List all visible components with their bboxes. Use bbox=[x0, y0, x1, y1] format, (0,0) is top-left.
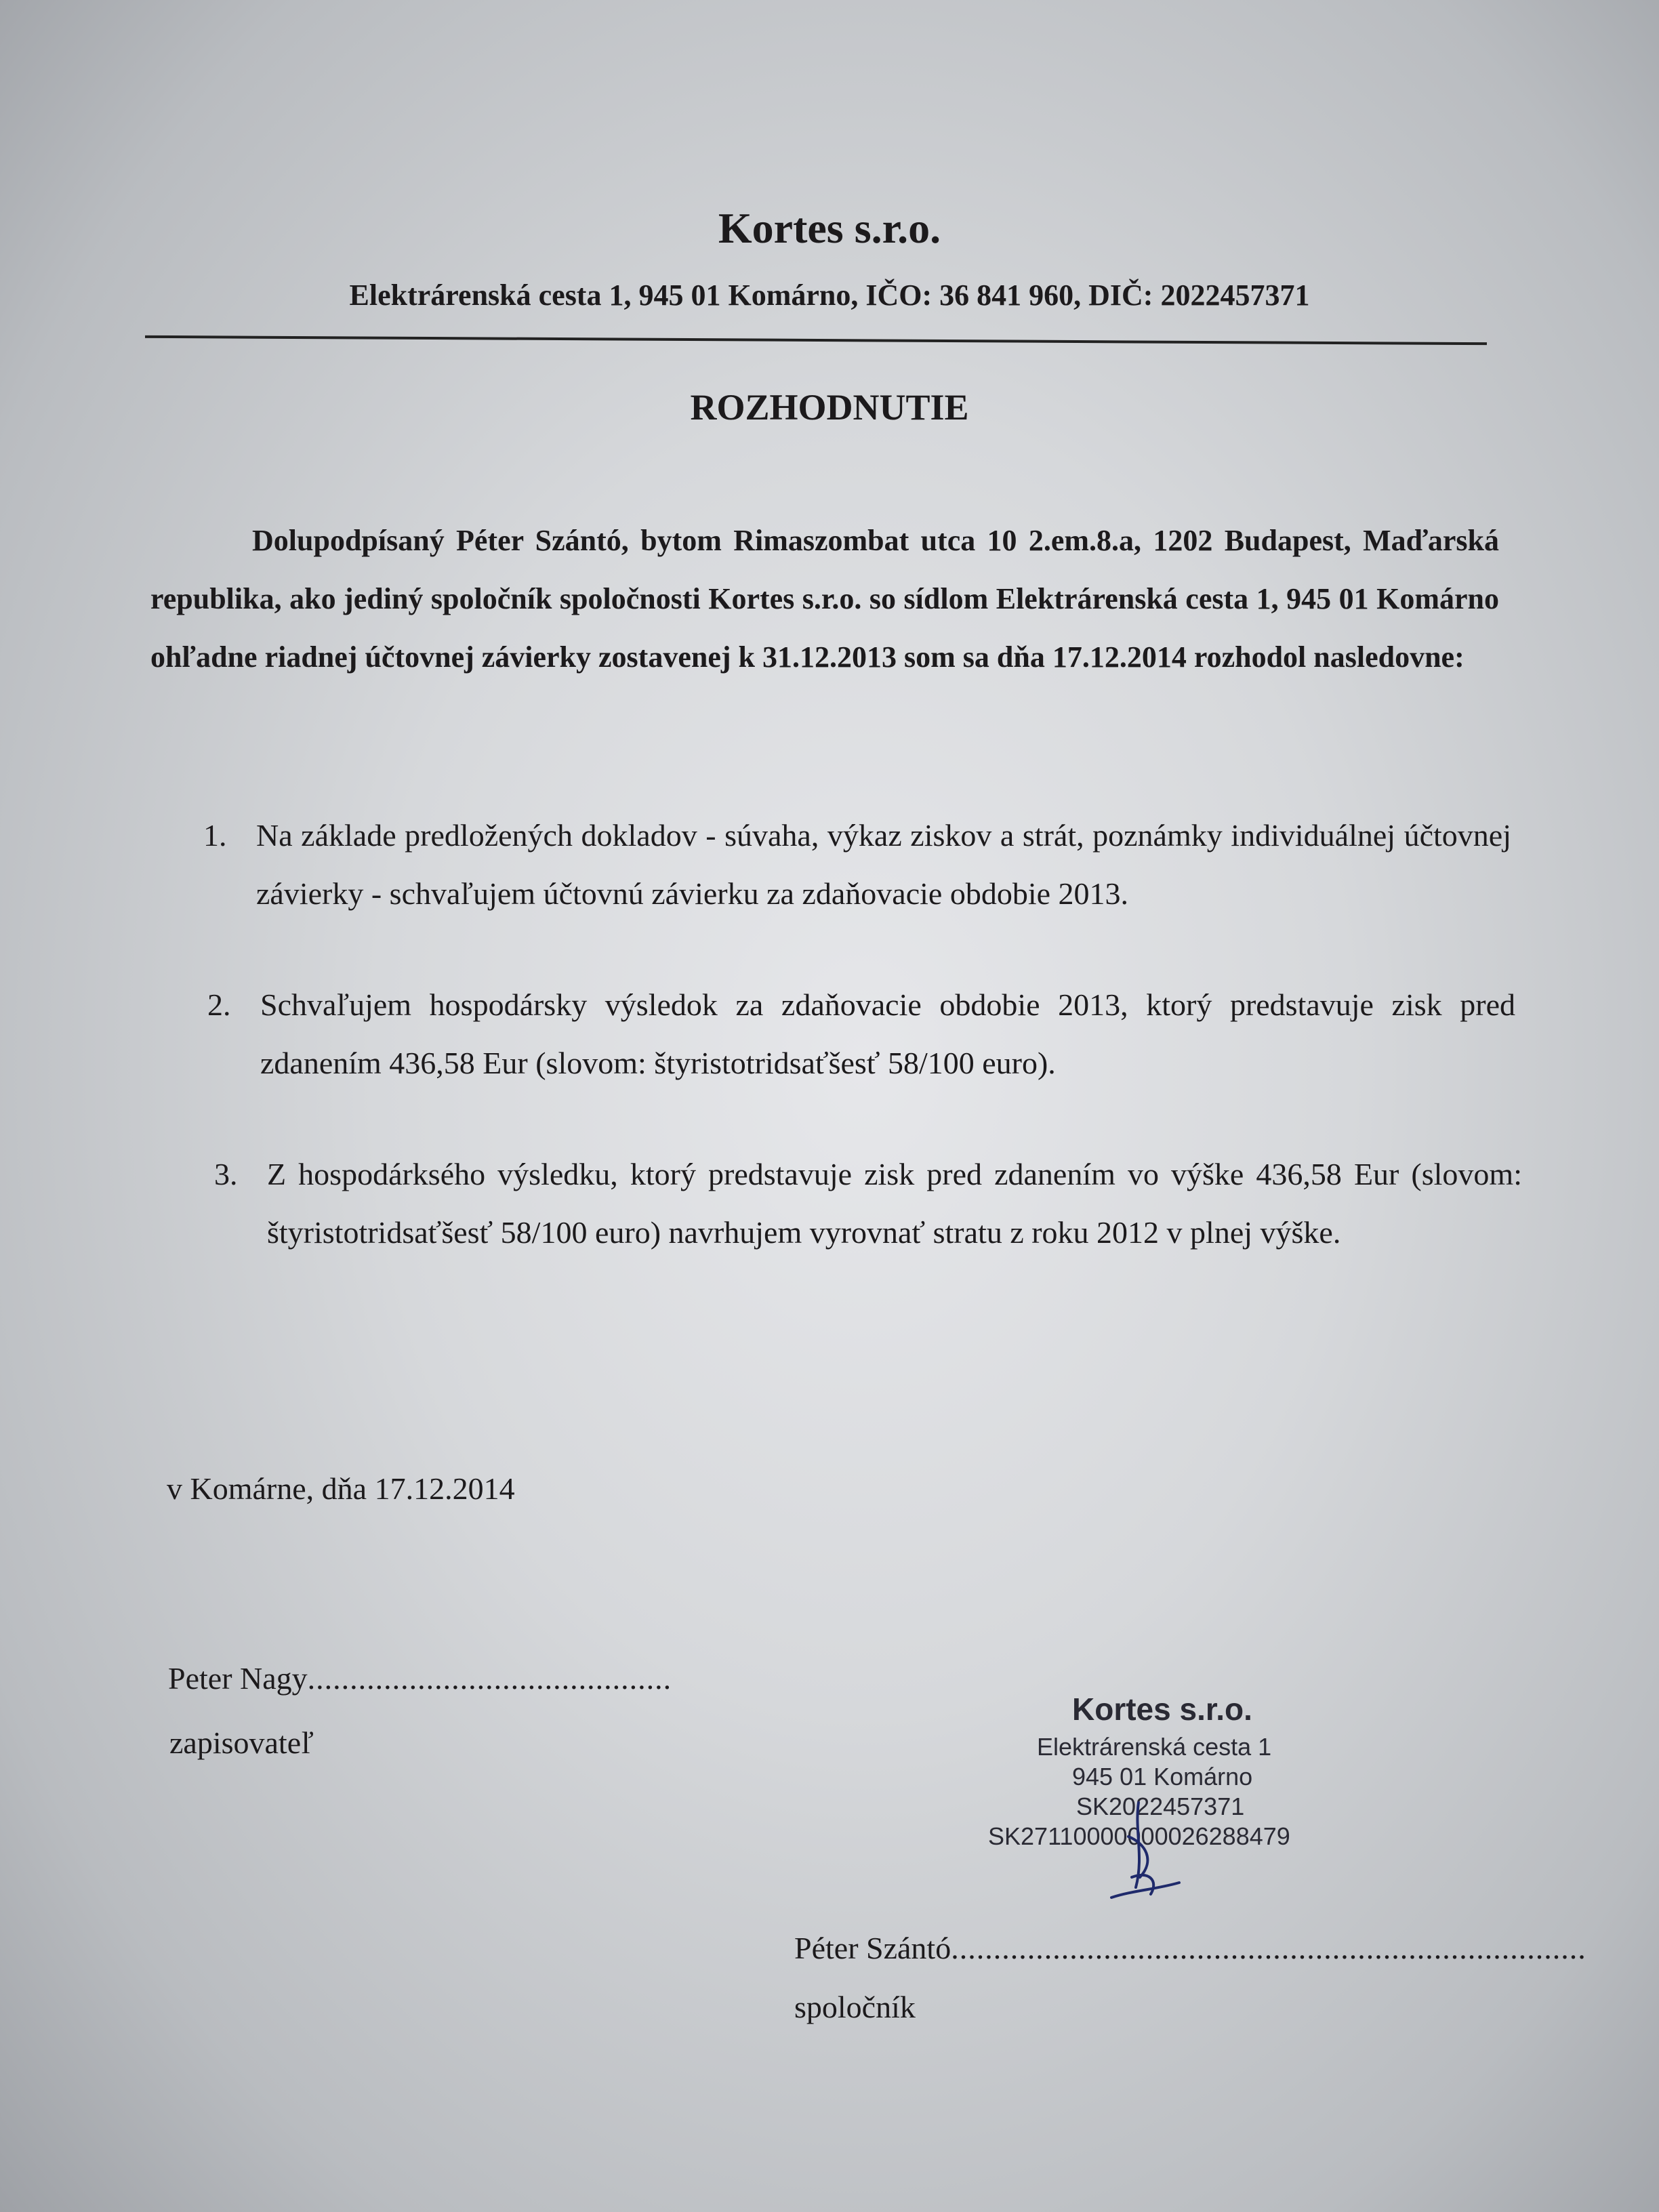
company-address: Elektrárenská cesta 1, 945 01 Komárno, IČO: 36 841 960, DIČ: 2022457371 bbox=[349, 279, 1310, 312]
document-title: ROZHODNUTIE bbox=[690, 387, 969, 428]
stamp-iban: SK27110000000026288479 bbox=[988, 1822, 1290, 1850]
stamp-tax-id: SK2022457371 bbox=[1076, 1793, 1245, 1820]
stamp-company-name: Kortes s.r.o. bbox=[1072, 1692, 1252, 1727]
partner-role: spoločník bbox=[794, 1990, 916, 2024]
header-divider bbox=[145, 335, 1487, 345]
recorder-role: zapisovateľ bbox=[169, 1725, 314, 1760]
signature-dots: ........................................................................... bbox=[951, 1931, 1586, 1965]
place-and-date: v Komárne, dňa 17.12.2014 bbox=[167, 1471, 515, 1506]
item-text: Z hospodárksého výsledku, ktorý predstavuje zisk pred zdanením vo výške 436,58 Eur (slovom: štyristotridsaťšesť 58/100 euro) navrhujem vyrovnať stratu z roku 2012 v plnej výške. bbox=[267, 1157, 1522, 1250]
company-name: Kortes s.r.o. bbox=[718, 204, 941, 252]
item-text: Na základe predložených dokladov - súvaha, výkaz ziskov a strát, poznámky individuálnej účtovnej závierky - schvaľujem účtovnú závierku za zdaňovacie obdobie 2013. bbox=[256, 818, 1511, 911]
partner-name: Péter Szántó bbox=[794, 1931, 951, 1965]
handwritten-signature bbox=[1091, 1796, 1186, 1911]
partner-signature-line bbox=[794, 1930, 1586, 1966]
stamp-city: 945 01 Komárno bbox=[1072, 1763, 1253, 1790]
recorder-signature-line bbox=[168, 1660, 672, 1696]
item-number: 1. bbox=[203, 818, 227, 853]
intro-paragraph: Dolupodpísaný Péter Szántó, bytom Rimaszombat utca 10 2.em.8.a, 1202 Budapest, Maďarská republika, ako jediný spoločník spoločnosti Kortes s.r.o. so sídlom Elektrárenská cesta 1, 945 01 Komárno ohľadne riadnej účtovnej závierky zostavenej k 31.12.2013 som sa dňa 17.12.2014 rozhodol nasledovne: bbox=[150, 524, 1499, 674]
item-number: 3. bbox=[214, 1157, 238, 1191]
recorder-name: Peter Nagy bbox=[168, 1661, 308, 1696]
item-number: 2. bbox=[207, 987, 231, 1022]
signature-dots: ........................................... bbox=[307, 1661, 672, 1696]
item-text: Schvaľujem hospodársky výsledok za zdaňovacie obdobie 2013, ktorý predstavuje zisk pred zdanením 436,58 Eur (slovom: štyristotridsaťšesť 58/100 euro). bbox=[260, 987, 1515, 1080]
stamp-street: Elektrárenská cesta 1 bbox=[1037, 1733, 1272, 1761]
